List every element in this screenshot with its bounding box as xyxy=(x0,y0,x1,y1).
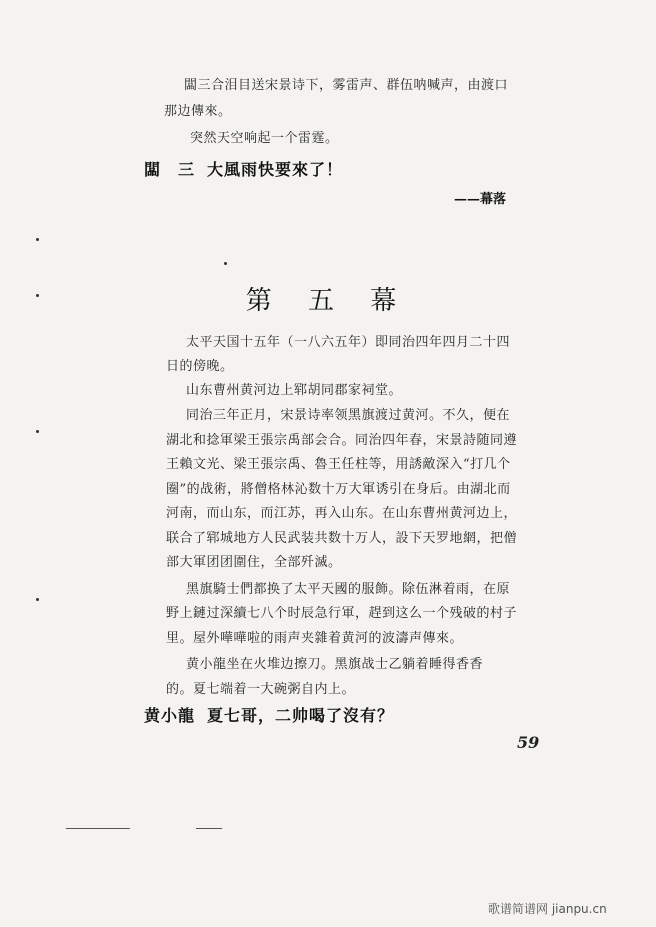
setting-line: 圈”的战術，將僧格林沁数十万大軍诱引在身后。由湖北而 xyxy=(166,482,511,497)
speech-text: 夏七哥，二帅喝了沒有？ xyxy=(207,706,395,725)
scan-speck xyxy=(224,262,227,265)
scan-speck xyxy=(36,430,39,433)
dialogue-line xyxy=(144,160,343,180)
stage-direction-line: 闆三合泪目送宋景诗下，雾雷声、群伍呐喊声，由渡口 xyxy=(184,78,509,93)
scan-speck xyxy=(36,598,39,601)
setting-line: 河南，而山东，而江苏，再入山东。在山东曹州黄河边上， xyxy=(166,506,518,521)
speaker-name: 闆 三 xyxy=(144,160,196,179)
setting-line: 联合了郓城地方人民武装共数十万人，設下天罗地網，把僧 xyxy=(166,531,518,546)
act-title: 第 五 幕 xyxy=(245,286,411,316)
setting-line: 里。屋外嘩嘩啦的雨声夹雜着黄河的波濤声傳來。 xyxy=(166,631,464,646)
setting-line: 野上鏈过深續七八个时辰急行軍，趕到这么一个残破的村子 xyxy=(166,606,518,621)
scan-speck xyxy=(36,238,39,241)
setting-line: 日的傍晚。 xyxy=(166,359,234,374)
scan-artifact xyxy=(196,828,222,829)
setting-line: 黄小龍坐在火堆边擦刀。黑旗战士乙躺着睡得香香 xyxy=(186,657,484,672)
scan-speck xyxy=(36,294,39,297)
setting-line: 部大軍团团圍住，全部歼滅。 xyxy=(166,555,342,570)
dialogue-line xyxy=(144,706,394,726)
setting-line: 山东曹州黄河边上郓胡同郡家祠堂。 xyxy=(186,383,403,398)
stage-direction-line: 那边傳來。 xyxy=(164,104,232,119)
setting-line: 的。夏七端着一大碗粥自内上。 xyxy=(166,682,356,697)
scan-artifact xyxy=(66,828,130,829)
site-watermark: 歌谱简谱网 jianpu.cn xyxy=(488,902,607,916)
page-number: 59 xyxy=(517,733,540,752)
stage-direction-line: 突然天空响起一个雷霆。 xyxy=(190,131,339,146)
setting-line: 太平天国十五年（一八六五年）即同治四年四月二十四 xyxy=(186,335,511,350)
curtain-falls-mark: ——幕落 xyxy=(453,192,506,207)
speech-text: 大風雨快要來了！ xyxy=(207,160,344,179)
setting-line: 湖北和捻軍梁王張宗禹部会合。同治四年春，宋景詩随同遵 xyxy=(166,433,518,448)
setting-line: 黑旗騎士們都换了太平天國的服飾。除伍淋着雨，在原 xyxy=(186,582,511,597)
speaker-name: 黄小龍 xyxy=(144,706,196,725)
setting-line: 王賴文光、梁王張宗禹、魯王任柱等，用誘敵深入“打几个 xyxy=(166,457,511,472)
setting-line: 同治三年正月，宋景诗率领黑旗渡过黄河。不久，便在 xyxy=(186,408,511,423)
